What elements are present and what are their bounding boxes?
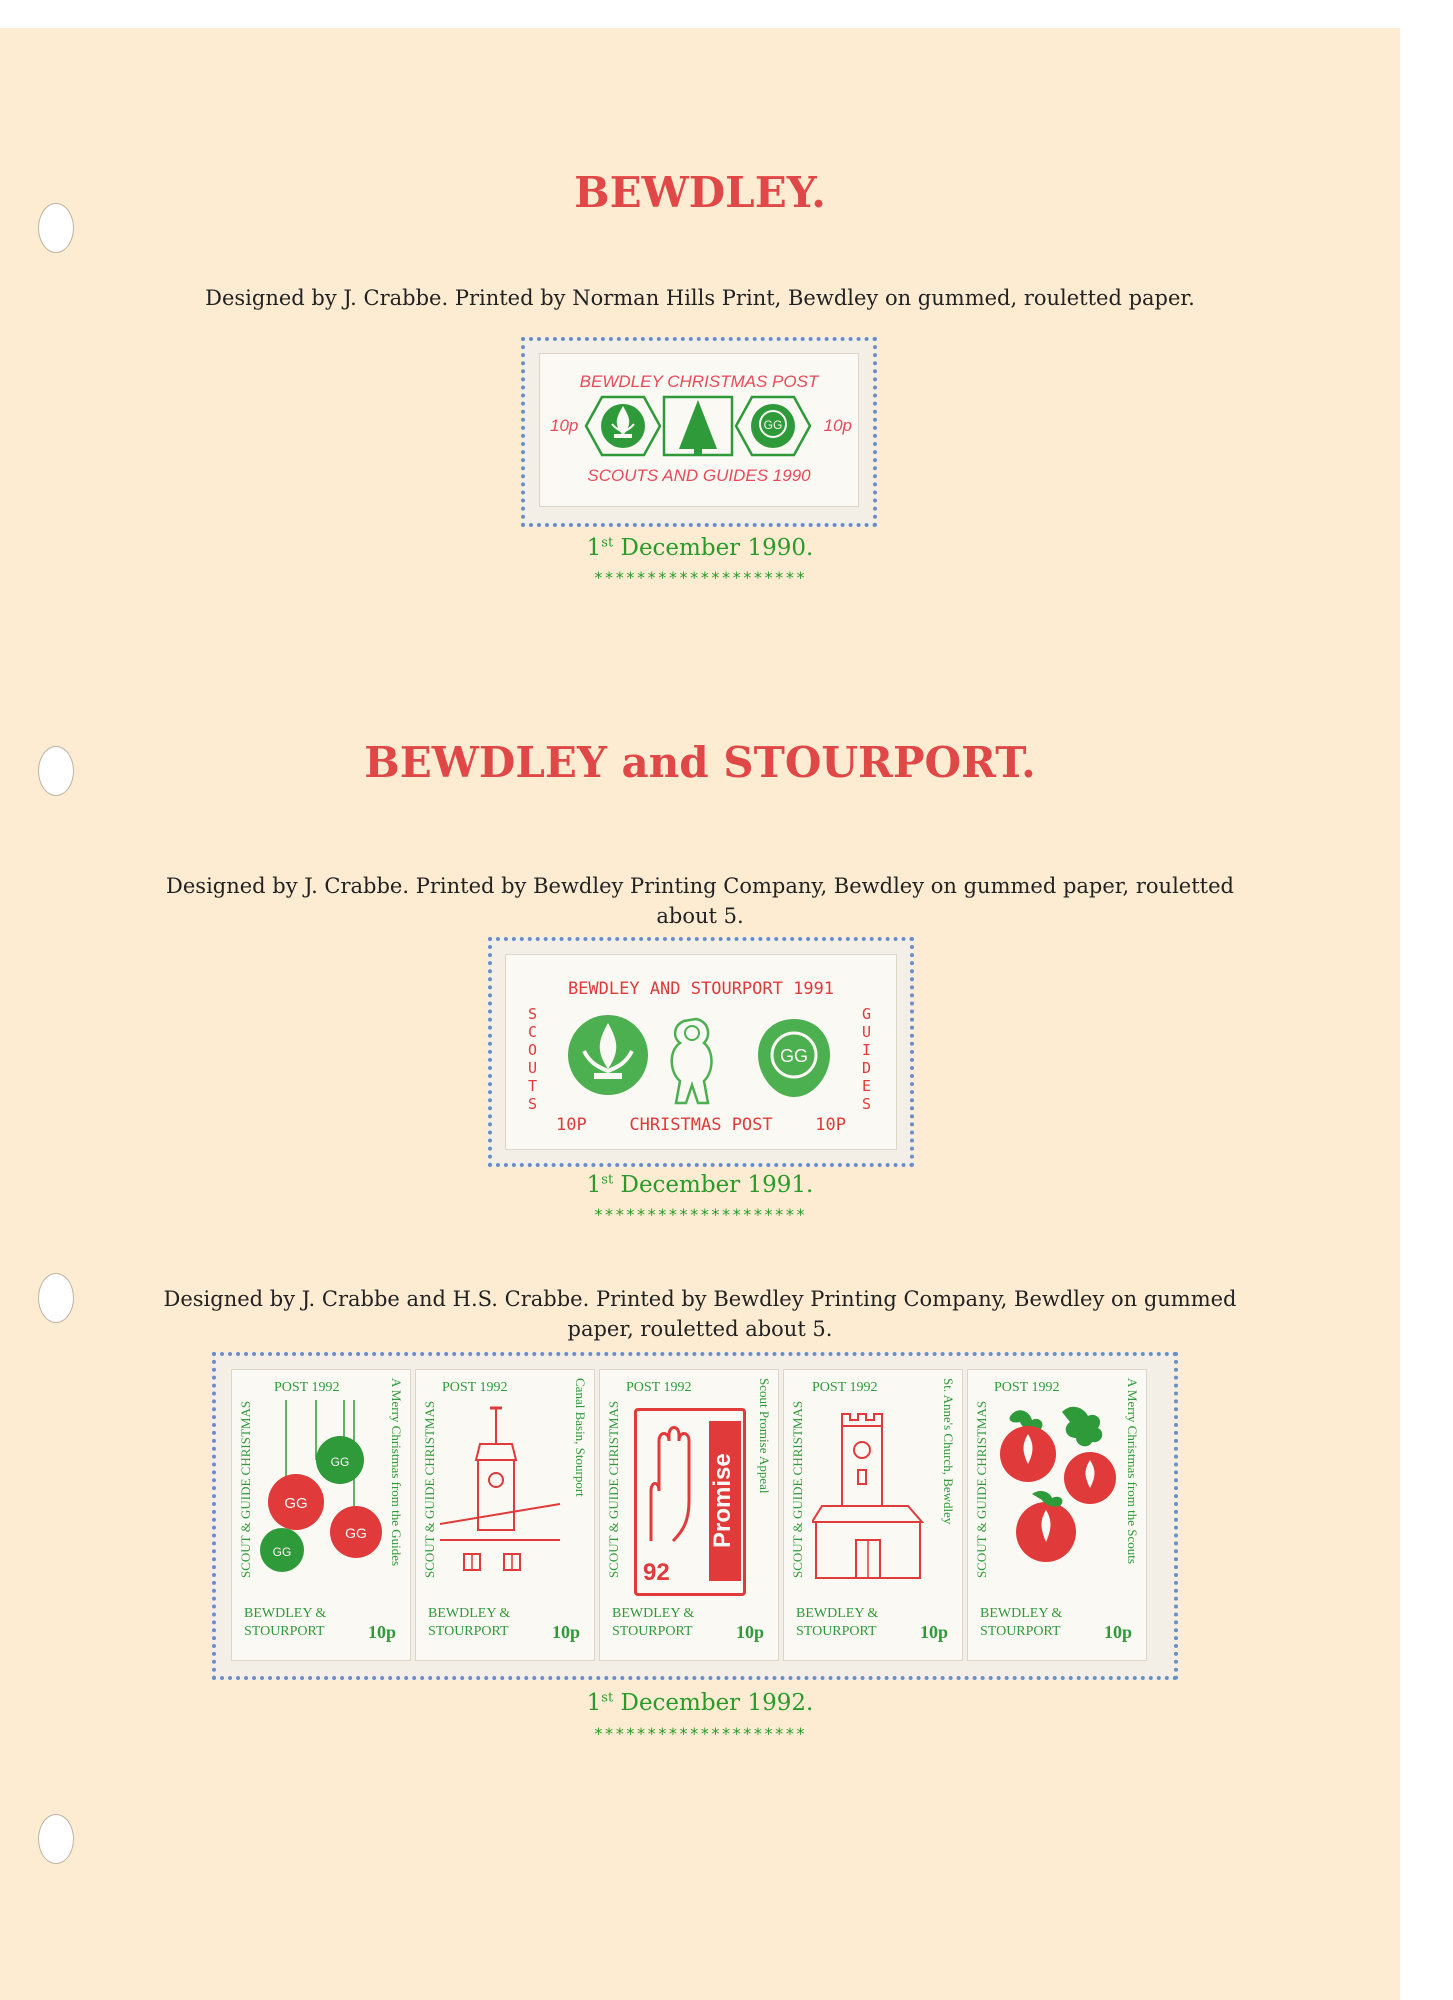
section-description: Designed by J. Crabbe. Printed by Bewdley Printing Company, Bewdley on gummed paper, rouletted about 5. xyxy=(166,874,1234,928)
svg-text:GG: GG xyxy=(763,418,783,432)
album-page xyxy=(0,28,1400,2000)
date-suffix: st xyxy=(601,535,614,551)
punch-hole xyxy=(38,1273,74,1323)
date-rest: December 1992. xyxy=(613,1690,814,1716)
christmas-baubles-icon xyxy=(256,1400,384,1580)
stamp-right-vertical: Scout Promise Appeal xyxy=(757,1378,772,1494)
date-day: 1 xyxy=(586,1172,602,1198)
promise-year: 92 xyxy=(643,1559,670,1586)
stamp-right-vertical: A Merry Christmas from the Guides xyxy=(389,1378,404,1567)
stamp-mount xyxy=(488,937,914,1167)
stamp-left-vertical: SCOUT & GUIDE CHRISTMAS xyxy=(790,1400,805,1578)
date-suffix: st xyxy=(601,1690,614,1706)
stamp-right-vertical: A Merry Christmas from the Scouts xyxy=(1125,1378,1140,1564)
stamp-town-line1: BEWDLEY & xyxy=(244,1606,327,1621)
star-divider: ******************** xyxy=(593,568,807,587)
star-divider: ******************** xyxy=(593,1724,807,1743)
section-title-bewdley-stourport: BEWDLEY and STOURPORT. xyxy=(364,738,1036,787)
stamp-mount xyxy=(521,337,877,527)
stamp-town-line2: STOURPORT xyxy=(244,1624,325,1639)
promise-label: Promise xyxy=(709,1421,741,1581)
stamp-1992-st-annes-church xyxy=(784,1370,962,1660)
issue-date xyxy=(0,1690,1400,1716)
stamp-value: 10p xyxy=(919,1622,948,1642)
stamp-value: 10p xyxy=(551,1622,580,1642)
section-description: Designed by J. Crabbe and H.S. Crabbe. Printed by Bewdley Printing Company, Bewdley on gummed paper, rouletted about 5. xyxy=(163,1287,1237,1341)
stamp-town-line2: STOURPORT xyxy=(428,1624,509,1639)
date-rest: December 1991. xyxy=(613,1172,814,1198)
date-day: 1 xyxy=(586,535,602,561)
stamp-top-text: BEWDLEY CHRISTMAS POST xyxy=(579,372,819,391)
stamp-post-text: POST 1992 xyxy=(812,1380,878,1395)
stamp-right-vertical: Canal Basin, Stourport xyxy=(573,1378,588,1497)
stamp-1992-canal-basin xyxy=(416,1370,594,1660)
issue-date xyxy=(0,1172,1400,1198)
stamp-town-line1: BEWDLEY & xyxy=(980,1606,1063,1621)
stamp-bottom-text: SCOUTS AND GUIDES 1990 xyxy=(587,466,811,485)
stamp-left-vertical: SCOUT & GUIDE CHRISTMAS xyxy=(238,1400,253,1578)
stamp-left-value: 10P xyxy=(556,1115,587,1135)
stamp-right-value: 10p xyxy=(823,416,852,435)
stamp-town-line2: STOURPORT xyxy=(612,1624,693,1639)
scout-santa-guide-emblem-icon xyxy=(564,1011,838,1107)
stamp-strip-mount xyxy=(212,1352,1178,1680)
stamp-1992-guides-baubles xyxy=(232,1370,410,1660)
stamp-town-line1: BEWDLEY & xyxy=(796,1606,879,1621)
stamp-town-line1: BEWDLEY & xyxy=(612,1606,695,1621)
canal-basin-clock-tower-icon xyxy=(440,1404,568,1584)
date-day: 1 xyxy=(586,1690,602,1716)
stamp-1992-scouts-baubles xyxy=(968,1370,1146,1660)
stamp-town-line2: STOURPORT xyxy=(796,1624,877,1639)
scout-tree-guide-emblem-icon xyxy=(584,394,812,458)
punch-hole xyxy=(38,1814,74,1864)
stamp-center-text: CHRISTMAS POST xyxy=(629,1115,773,1135)
stamp-left-value: 10p xyxy=(550,416,579,435)
issue-date xyxy=(0,535,1400,561)
stamp-town-line1: BEWDLEY & xyxy=(428,1606,511,1621)
svg-text:GG: GG xyxy=(284,1495,308,1512)
stamp-right-value: 10P xyxy=(815,1115,846,1135)
promise-hand-icon xyxy=(643,1421,703,1551)
stamp-left-vertical: SCOUTS xyxy=(528,1005,538,1113)
svg-text:GG: GG xyxy=(779,1046,809,1066)
stamp-right-vertical: GUIDES xyxy=(862,1005,872,1113)
svg-text:GG: GG xyxy=(272,1545,292,1559)
stamp-right-vertical: St. Anne's Church, Bewdley xyxy=(941,1378,956,1525)
church-tower-icon xyxy=(812,1406,936,1586)
stamp-post-text: POST 1992 xyxy=(442,1380,508,1395)
stamp-left-vertical: SCOUT & GUIDE CHRISTMAS xyxy=(606,1400,621,1578)
holly-baubles-icon xyxy=(992,1402,1122,1582)
promise-panel xyxy=(634,1408,746,1596)
stamp-left-vertical: SCOUT & GUIDE CHRISTMAS xyxy=(974,1400,989,1578)
svg-text:GG: GG xyxy=(330,1455,350,1469)
stamp-value: 10p xyxy=(367,1622,396,1642)
stamp-top-text: BEWDLEY AND STOURPORT 1991 xyxy=(567,979,835,999)
section-description: Designed by J. Crabbe. Printed by Norman Hills Print, Bewdley on gummed, rouletted paper. xyxy=(205,286,1195,310)
stamp-town-line2: STOURPORT xyxy=(980,1624,1061,1639)
stamp-value: 10p xyxy=(735,1622,764,1642)
stamp-1992-promise-appeal xyxy=(600,1370,778,1660)
stamp-post-text: POST 1992 xyxy=(994,1380,1060,1395)
date-rest: December 1990. xyxy=(613,535,814,561)
stamp-1991 xyxy=(506,955,896,1149)
stamp-post-text: POST 1992 xyxy=(274,1380,340,1395)
stamp-1990 xyxy=(540,354,858,506)
stamp-post-text: POST 1992 xyxy=(626,1380,692,1395)
star-divider: ******************** xyxy=(593,1205,807,1224)
date-suffix: st xyxy=(601,1172,614,1188)
section-title-bewdley: BEWDLEY. xyxy=(574,168,826,217)
stamp-left-vertical: SCOUT & GUIDE CHRISTMAS xyxy=(422,1400,437,1578)
stamp-value: 10p xyxy=(1103,1622,1132,1642)
svg-text:GG: GG xyxy=(345,1525,367,1541)
